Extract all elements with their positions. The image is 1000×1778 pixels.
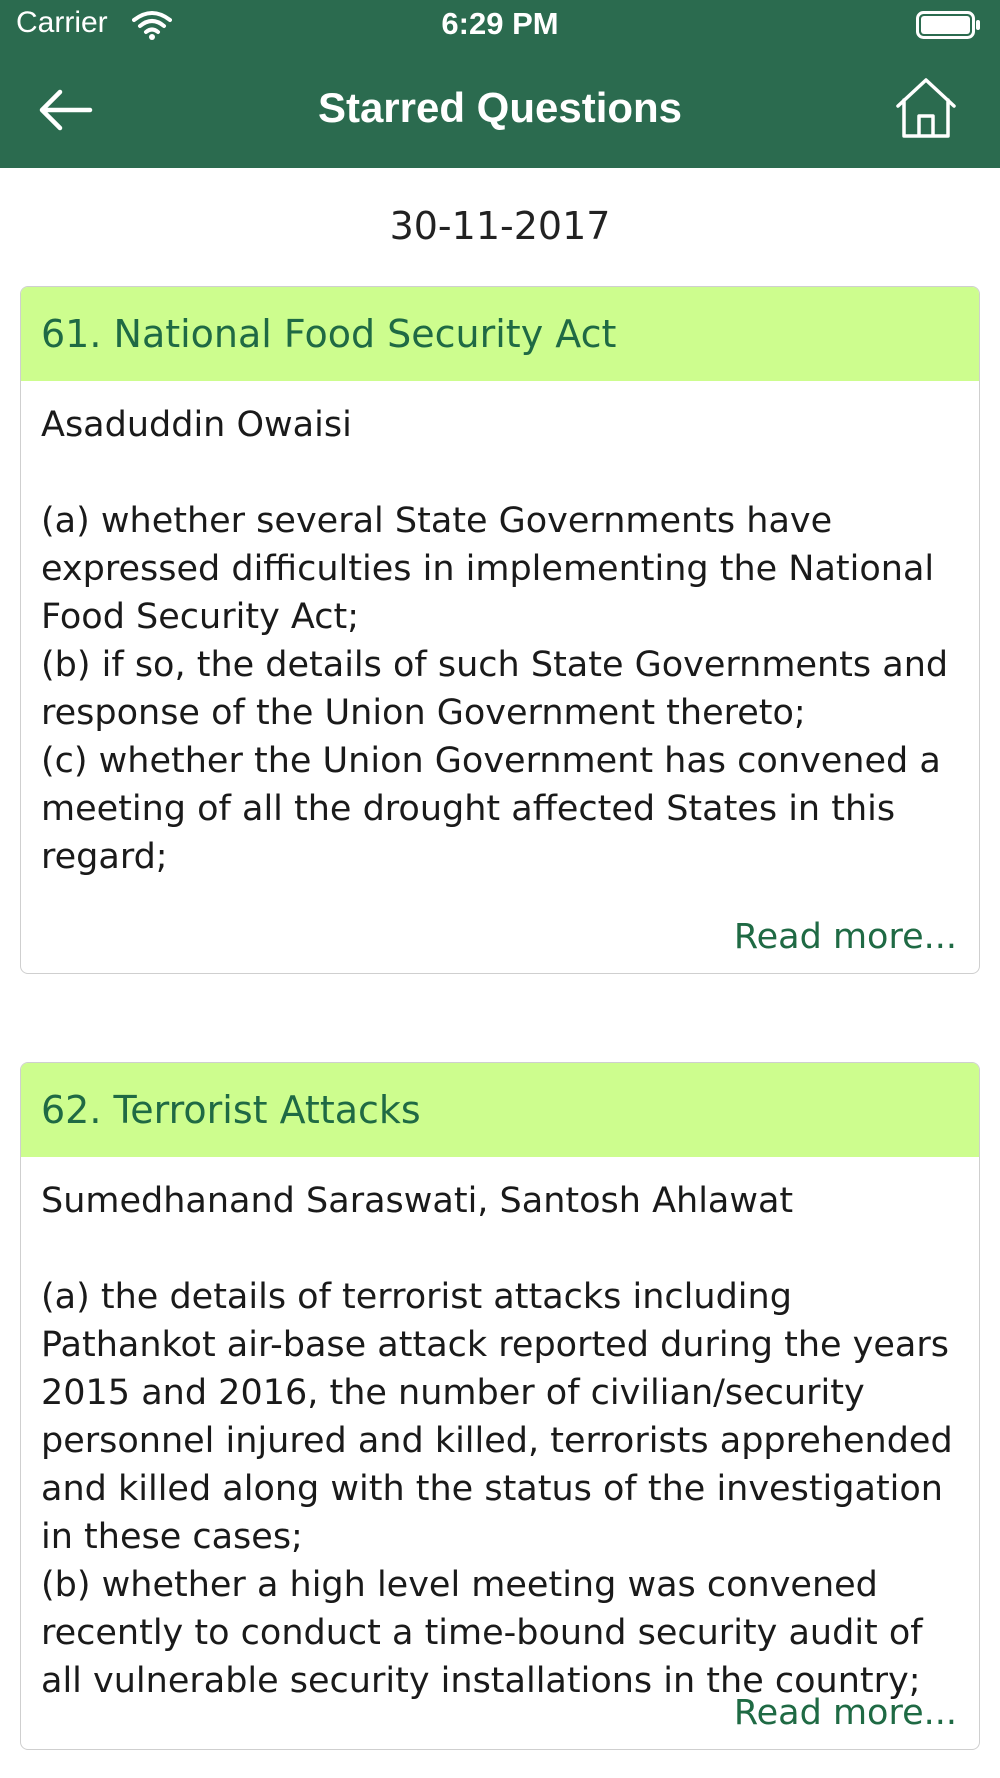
- carrier-label: Carrier: [16, 6, 108, 39]
- question-title: 61. National Food Security Act: [21, 287, 979, 381]
- question-text: (a) the details of terrorist attacks including Pathankot air-base attack reported during the years 2015 and 2016, the number of civilian/security personnel injured and killed, terrorists apprehended and killed along with the status of the investigation in these cases; (b) whether a high level meeting was convened recently to conduct a time-bound security audit of all vulnerable security installations in the country;: [41, 1277, 953, 1701]
- question-text: (a) whether several State Governments have expressed difficulties in implementing the National Food Security Act; (b) if so, the details of such State Governments and response of the Union Government thereto; (c) whether the Union Government has convened a meeting of all the drought affected States in this regard;: [41, 501, 949, 877]
- question-card[interactable]: [20, 1062, 980, 1750]
- question-body: [21, 401, 979, 881]
- question-body: [21, 1177, 979, 1705]
- status-time: 6:29 PM: [441, 6, 559, 41]
- read-more-link[interactable]: Read more...: [733, 1693, 957, 1733]
- question-card[interactable]: [20, 286, 980, 974]
- page-title: Starred Questions: [317, 84, 683, 131]
- question-date: 30-11-2017: [389, 204, 611, 248]
- question-members: Sumedhanand Saraswati, Santosh Ahlawat: [41, 1181, 794, 1221]
- question-title: 62. Terrorist Attacks: [21, 1063, 979, 1157]
- status-bar: [0, 0, 1000, 50]
- home-button[interactable]: [892, 76, 960, 140]
- nav-row: [0, 62, 1000, 158]
- battery-icon: [916, 10, 982, 40]
- question-members: Asaduddin Owaisi: [41, 405, 352, 445]
- navigation-bar: [0, 0, 1000, 168]
- read-more-link[interactable]: Read more...: [733, 917, 957, 957]
